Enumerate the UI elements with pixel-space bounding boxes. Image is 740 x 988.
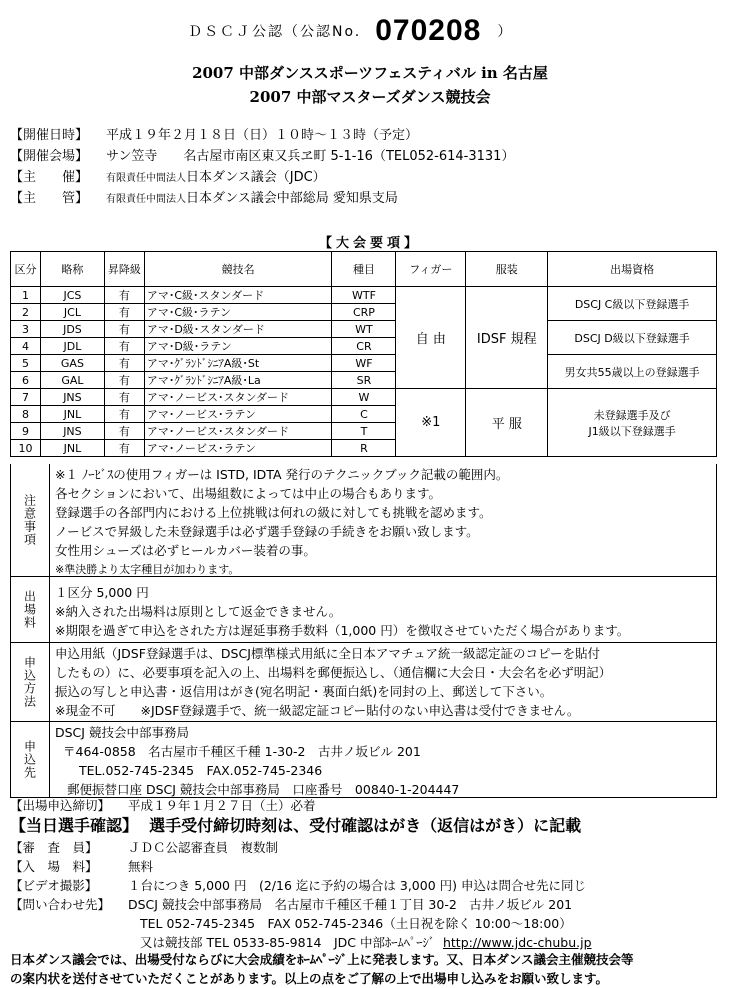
cell-qual-d: DSCJ D級以下登録選手 <box>548 321 717 355</box>
cert-label: ＤＳＣＪ公認（公認No. <box>188 24 362 40</box>
cell-figure-free: 自 由 <box>396 287 466 389</box>
footer-video <box>10 876 586 895</box>
note-line: ノービスで昇級した未登録選手は必ず選手登録の手続きをお願い致します。 <box>55 524 479 539</box>
cell-up: 有 <box>104 440 144 457</box>
cell-no: 3 <box>11 321 41 338</box>
footer-value: 選手受付締切時刻は、受付確認はがき（返信はがき）に記載 <box>149 816 582 835</box>
cell-name: アマ･ノービス･スタンダード <box>144 389 332 406</box>
cell-name: アマ･ｸﾞﾗﾝﾄﾞｼﾆｱA級･St <box>144 355 332 372</box>
cell-kind: WT <box>332 321 396 338</box>
note-line: 各セクションにおいて、出場組数によっては中止の場合もあります。 <box>55 486 442 501</box>
footer-deadline <box>10 796 316 815</box>
notes-box <box>10 464 717 577</box>
fee-box <box>10 577 717 643</box>
cell-up: 有 <box>104 406 144 423</box>
col-header: フィガー <box>396 252 466 287</box>
cell-up: 有 <box>104 389 144 406</box>
cell-kind: T <box>332 423 396 440</box>
footer-label: 【ビデオ撮影】 <box>10 878 98 893</box>
cell-dress-plain: 平 服 <box>466 389 548 457</box>
cell-kind: WTF <box>332 287 396 304</box>
fee-line: ※納入された出場料は原則として返金できません。 <box>55 604 342 619</box>
cell-no: 2 <box>11 304 41 321</box>
cell-qual-novice <box>548 389 717 457</box>
cell-up: 有 <box>104 321 144 338</box>
cell-abbr: JCL <box>40 304 104 321</box>
table-header-row <box>11 252 717 287</box>
cell-no: 10 <box>11 440 41 457</box>
event-title-1: 2007 中部ダンススポーツフェスティバル in 名古屋 <box>192 64 548 82</box>
cell-up: 有 <box>104 304 144 321</box>
dest-box <box>10 722 717 798</box>
cell-no: 8 <box>11 406 41 423</box>
footer-contact <box>10 895 572 914</box>
events-table <box>10 251 717 457</box>
apply-side-label: 申込方法 <box>11 643 50 721</box>
info-value: 日本ダンス議会（JDC） <box>186 170 326 185</box>
cell-kind: CRP <box>332 304 396 321</box>
fee-line: ※期限を過ぎて申込をされた方は遅延事務手数料（1,000 円）を徴収させていただく場合があります。 <box>55 623 630 638</box>
footer-value: 無料 <box>128 859 154 874</box>
table-row <box>11 321 717 338</box>
cell-kind: CR <box>332 338 396 355</box>
note-line: ※１ ﾉｰﾋﾞｽの使用フィガーは ISTD, IDTA 発行のテクニックブック記載の範囲内。 <box>55 467 509 482</box>
col-header: 区分 <box>11 252 41 287</box>
cell-abbr: GAL <box>40 372 104 389</box>
info-date <box>10 124 418 143</box>
cell-no: 7 <box>11 389 41 406</box>
apply-box <box>10 643 717 722</box>
table-row <box>11 389 717 406</box>
cell-up: 有 <box>104 355 144 372</box>
cell-name: アマ･D級･スタンダード <box>144 321 332 338</box>
cell-abbr: JNS <box>40 389 104 406</box>
footer-value: DSCJ 競技会中部事務局 名古屋市千種区千種１丁目 30-2 古井ノ坂ビル 201 <box>128 897 573 912</box>
footer-label: 【審 査 員】 <box>10 840 98 855</box>
table-row <box>11 355 717 372</box>
info-manager <box>10 187 398 206</box>
cell-dress-idsf: IDSF 規程 <box>466 287 548 389</box>
info-value: 日本ダンス議会中部総局 愛知県支局 <box>186 191 398 206</box>
apply-line: ※現金不可 ※JDSF登録選手で、統一級認定証コピー貼付のない申込書は受付できません。 <box>55 703 580 718</box>
col-header: 出場資格 <box>548 252 717 287</box>
event-title-2: 2007 中部マスターズダンス競技会 <box>249 88 491 106</box>
dest-line: 郵便振替口座 DSCJ 競技会中部事務局 口座番号 00840-1-204447 <box>67 782 460 797</box>
section-title: 【大会要項】 <box>318 236 421 251</box>
qual-novice-line: J1級以下登録選手 <box>588 424 676 438</box>
table-row <box>11 287 717 304</box>
notice-line: 日本ダンス議会では、出場受付ならびに大会成績をﾎｰﾑﾍﾟｰｼﾞ上に発表します。又、日本ダンス議会主催競技会等 <box>10 952 634 967</box>
cell-figure-note: ※1 <box>396 389 466 457</box>
footer-judges <box>10 838 278 857</box>
cell-abbr: JNL <box>40 440 104 457</box>
dest-side-label: 申込先 <box>11 722 50 797</box>
cell-kind: C <box>332 406 396 423</box>
certification-line <box>188 14 513 48</box>
info-value: サン笠寺 名古屋市南区東又兵ヱ町 5-1-16（TEL052-614-3131） <box>106 149 515 164</box>
info-prefix: 有限責任中間法人 <box>106 194 186 205</box>
cell-name: アマ･ノービス･ラテン <box>144 406 332 423</box>
cert-close: ） <box>497 24 514 40</box>
col-header: 種目 <box>332 252 396 287</box>
cell-abbr: GAS <box>40 355 104 372</box>
info-venue <box>10 145 514 164</box>
cell-name: アマ･ノービス･スタンダード <box>144 423 332 440</box>
cell-up: 有 <box>104 338 144 355</box>
cell-no: 6 <box>11 372 41 389</box>
footer-label: 【入 場 料】 <box>10 859 98 874</box>
cell-abbr: JCS <box>40 287 104 304</box>
cell-abbr: JDL <box>40 338 104 355</box>
cell-name: アマ･ノービス･ラテン <box>144 440 332 457</box>
footer-admission <box>10 857 153 876</box>
footer-label: 【問い合わせ先】 <box>10 897 111 912</box>
footer-checkin <box>10 816 581 835</box>
footer-label: 【出場申込締切】 <box>10 798 111 813</box>
cell-name: アマ･ｸﾞﾗﾝﾄﾞｼﾆｱA級･La <box>144 372 332 389</box>
note-line: 登録選手の各部門内における上位挑戦は何れの級に対しても挑戦を認めます。 <box>55 505 492 520</box>
footer-value: 平成１９年１月２７日（土）必着 <box>128 798 316 813</box>
cell-no: 9 <box>11 423 41 440</box>
cell-no: 4 <box>11 338 41 355</box>
cell-name: アマ･C級･ラテン <box>144 304 332 321</box>
notice-block <box>10 950 730 988</box>
cell-no: 5 <box>11 355 41 372</box>
cert-number: 070208 <box>375 14 482 47</box>
cell-name: アマ･D級･ラテン <box>144 338 332 355</box>
info-label: 【開催日時】 <box>10 128 89 143</box>
info-label: 【主 催】 <box>10 170 89 185</box>
cell-kind: W <box>332 389 396 406</box>
contact-line-1: TEL 052-745-2345 FAX 052-745-2346（土日祝を除く 10:00～18:00） <box>140 916 572 931</box>
dest-line: DSCJ 競技会中部事務局 <box>55 725 189 740</box>
cell-qual-c: DSCJ C級以下登録選手 <box>548 287 717 321</box>
cell-up: 有 <box>104 287 144 304</box>
cell-no: 1 <box>11 287 41 304</box>
footer-label: 【当日選手確認】 <box>10 816 139 835</box>
cell-qual-senior: 男女共55歳以上の登録選手 <box>548 355 717 389</box>
apply-line: したもの）に、必要事項を記入の上、出場料を郵便振込し、（通信欄に大会日・大会名を必ず明記） <box>55 665 612 680</box>
website-link[interactable]: http://www.jdc-chubu.jp <box>442 935 592 950</box>
cell-abbr: JNL <box>40 406 104 423</box>
info-value: 平成１９年２月１８日（日）１０時～１３時（予定） <box>106 128 419 143</box>
cell-abbr: JDS <box>40 321 104 338</box>
cell-kind: R <box>332 440 396 457</box>
col-header: 昇降級 <box>104 252 144 287</box>
apply-line: 申込用紙（JDSF登録選手は、DSCJ標準様式用紙に全日本アマチュア統一級認定証のコピーを貼付 <box>55 646 601 661</box>
cell-name: アマ･C級･スタンダード <box>144 287 332 304</box>
col-header: 競技名 <box>144 252 332 287</box>
dest-line: TEL.052-745-2345 FAX.052-745-2346 <box>79 763 323 778</box>
col-header: 服装 <box>466 252 548 287</box>
note-small: ※準決勝より太字種目が加わります。 <box>55 563 240 576</box>
cell-up: 有 <box>104 372 144 389</box>
notes-side-label: 注意事項 <box>11 464 50 576</box>
col-header: 略称 <box>40 252 104 287</box>
info-prefix: 有限責任中間法人 <box>106 173 186 184</box>
cell-kind: SR <box>332 372 396 389</box>
fee-line: １区分 5,000 円 <box>55 585 149 600</box>
qual-novice-line: 未登録選手及び <box>593 408 671 422</box>
info-label: 【開催会場】 <box>10 149 89 164</box>
note-line: 女性用シューズは必ずヒールカバー装着の事。 <box>55 543 316 558</box>
cell-abbr: JNS <box>40 423 104 440</box>
fee-side-label: 出場料 <box>11 577 50 642</box>
cell-kind: WF <box>332 355 396 372</box>
info-organizer <box>10 166 326 185</box>
footer-value: １台につき 5,000 円 (2/16 迄に予約の場合は 3,000 円) 申込は問合せ先に同じ <box>128 878 586 893</box>
info-label: 【主 管】 <box>10 191 89 206</box>
apply-line: 振込の写しと申込書・返信用はがき(宛名明記・裏面白紙)を同封の上、郵送して下さい。 <box>55 684 553 699</box>
footer-value: ＪＤＣ公認審査員 複数制 <box>128 840 279 855</box>
notice-line: の案内状を送付させていただくことがあります。以上の点をご了解の上で出場申し込みをお願い致します。 <box>10 971 609 986</box>
contact-text: 又は競技部 TEL 0533-85-9814 JDC 中部ﾎｰﾑﾍﾟｰｼﾞ <box>140 935 436 950</box>
cell-up: 有 <box>104 423 144 440</box>
dest-line: 〒464-0858 名古屋市千種区千種 1-30-2 古井ノ坂ビル 201 <box>63 744 421 759</box>
